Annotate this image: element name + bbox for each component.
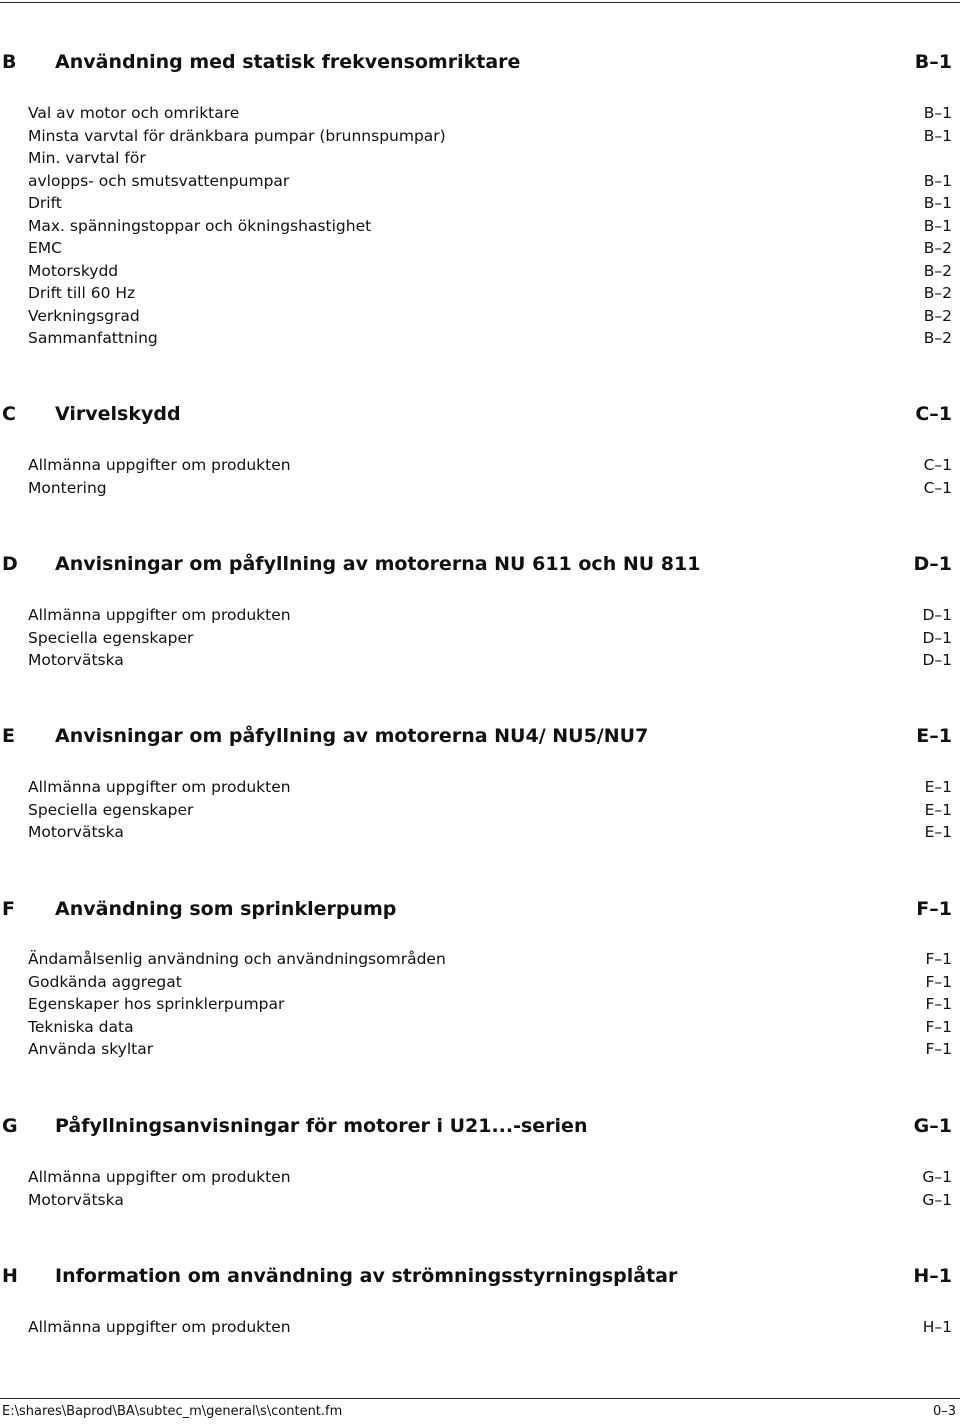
toc-entry: [0, 776, 960, 798]
toc-entry-label: Allmänna uppgifter om produkten: [28, 456, 291, 474]
toc-entry-label: Verkningsgrad: [28, 307, 140, 325]
toc-entry-label: Motorvätska: [28, 1191, 124, 1209]
toc-entry: [0, 948, 960, 970]
toc-entry: [0, 799, 960, 821]
section-letter: E: [2, 725, 15, 747]
toc-entry-label: Tekniska data: [28, 1018, 134, 1036]
toc-entry-label: avlopps- och smutsvattenpumpar: [28, 172, 290, 190]
section-letter: H: [2, 1265, 18, 1287]
toc-entry-page-number: C–1: [923, 456, 952, 474]
section-letter: D: [2, 553, 18, 575]
toc-entry-label: Val av motor och omriktare: [28, 104, 240, 122]
footer-page-number: 0–3: [932, 1404, 956, 1419]
section-page-number: H–1: [913, 1265, 952, 1287]
section-page-number: E–1: [916, 725, 952, 747]
section-title: Information om användning av strömningsstyrningsplåtar: [55, 1265, 678, 1287]
toc-entry-label: Speciella egenskaper: [28, 801, 194, 819]
section-heading: [0, 549, 960, 579]
toc-entry: [0, 821, 960, 843]
section-letter: C: [2, 403, 16, 425]
section-title: Användning som sprinklerpump: [55, 898, 397, 920]
toc-entry-label: Drift till 60 Hz: [28, 284, 136, 302]
toc-entry-label: Allmänna uppgifter om produkten: [28, 606, 291, 624]
toc-entry-page-number: H–1: [922, 1318, 952, 1336]
toc-entry-page-number: G–1: [922, 1191, 952, 1209]
toc-entry-label: Egenskaper hos sprinklerpumpar: [28, 995, 285, 1013]
toc-entry: [0, 604, 960, 626]
toc-entry-page-number: B–2: [923, 284, 952, 302]
section-letter: G: [2, 1115, 18, 1137]
toc-entry-page-number: E–1: [924, 801, 952, 819]
toc-entry: [0, 125, 960, 147]
section-title: Virvelskydd: [55, 403, 181, 425]
section-heading: [0, 399, 960, 429]
page-footer: [0, 1402, 960, 1422]
toc-entry-page-number: E–1: [924, 778, 952, 796]
toc-entry-page-number: F–1: [925, 950, 952, 968]
toc-entry-page-number: B–1: [923, 127, 952, 145]
toc-entry-page-number: B–2: [923, 307, 952, 325]
toc-entry-label: Ändamålsenlig användning och användningsområden: [28, 950, 446, 968]
top-rule: [0, 2, 960, 3]
section-title: Anvisningar om påfyllning av motorerna NU 611 och NU 811: [55, 553, 701, 575]
toc-entry-label: Minsta varvtal för dränkbara pumpar (brunnspumpar): [28, 127, 446, 145]
toc-entry-page-number: B–1: [923, 104, 952, 122]
toc-entry-page-number: B–2: [923, 262, 952, 280]
toc-entry: [0, 305, 960, 327]
toc-entry: [0, 237, 960, 259]
toc-entry-label: Allmänna uppgifter om produkten: [28, 1168, 291, 1186]
toc-entry: [0, 971, 960, 993]
section-heading: [0, 721, 960, 751]
toc-entry-label: Sammanfattning: [28, 329, 158, 347]
toc-entry-page-number: C–1: [923, 479, 952, 497]
toc-entry: [0, 1166, 960, 1188]
footer-rule: [0, 1398, 960, 1399]
toc-entry: [0, 993, 960, 1015]
toc-entry-label: Godkända aggregat: [28, 973, 182, 991]
toc-entry-page-number: D–1: [922, 629, 952, 647]
section-letter: B: [2, 51, 17, 73]
toc-entry: [0, 477, 960, 499]
toc-entry: [0, 170, 960, 192]
section-heading: [0, 1111, 960, 1141]
toc-entry-label: EMC: [28, 239, 62, 257]
toc-entry-page-number: E–1: [924, 823, 952, 841]
toc-entry-page-number: B–1: [923, 217, 952, 235]
toc-entry-page-number: B–1: [923, 194, 952, 212]
toc-entry-page-number: F–1: [925, 1018, 952, 1036]
section-heading: [0, 1261, 960, 1291]
toc-entry-label: Montering: [28, 479, 107, 497]
section-page-number: C–1: [915, 403, 952, 425]
toc-entry: [0, 1016, 960, 1038]
toc-entry: [0, 282, 960, 304]
toc-entry-page-number: B–2: [923, 329, 952, 347]
toc-entry-label: Motorvätska: [28, 651, 124, 669]
section-page-number: F–1: [916, 898, 952, 920]
toc-entry-page-number: F–1: [925, 995, 952, 1013]
toc-entry-label: Använda skyltar: [28, 1040, 154, 1058]
toc-entry: [0, 1189, 960, 1211]
toc-entry: [0, 215, 960, 237]
toc-entry-label: Min. varvtal för: [28, 149, 146, 167]
toc-entry-label: Drift: [28, 194, 62, 212]
toc-entry-page-number: B–2: [923, 239, 952, 257]
toc-entry-label: Allmänna uppgifter om produkten: [28, 778, 291, 796]
section-heading: [0, 47, 960, 77]
section-title: Användning med statisk frekvensomriktare: [55, 51, 521, 73]
section-page-number: D–1: [913, 553, 952, 575]
footer-file-path: E:\shares\Baprod\BA\subtec_m\general\s\content.fm: [2, 1404, 343, 1419]
toc-entry: [0, 454, 960, 476]
toc-entry-page-number: D–1: [922, 606, 952, 624]
toc-entry-page-number: F–1: [925, 1040, 952, 1058]
toc-entry-page-number: G–1: [922, 1168, 952, 1186]
toc-entry: [0, 260, 960, 282]
toc-entry: [0, 192, 960, 214]
toc-entry: [0, 627, 960, 649]
toc-entry-label: Allmänna uppgifter om produkten: [28, 1318, 291, 1336]
toc-entry: [0, 1316, 960, 1338]
section-page-number: G–1: [913, 1115, 952, 1137]
toc-entry-page-number: B–1: [923, 172, 952, 190]
toc-entry-label: Speciella egenskaper: [28, 629, 194, 647]
toc-entry: [0, 147, 960, 169]
toc-entry-label: Motorvätska: [28, 823, 124, 841]
section-page-number: B–1: [914, 51, 952, 73]
toc-entry-label: Max. spänningstoppar och ökningshastighet: [28, 217, 372, 235]
section-title: Anvisningar om påfyllning av motorerna NU4/ NU5/NU7: [55, 725, 649, 747]
toc-entry: [0, 1038, 960, 1060]
toc-entry-label: Motorskydd: [28, 262, 119, 280]
toc-entry: [0, 102, 960, 124]
section-title: Påfyllningsanvisningar för motorer i U21...-serien: [55, 1115, 588, 1137]
toc-entry: [0, 649, 960, 671]
toc-entry: [0, 327, 960, 349]
section-heading: [0, 894, 960, 924]
toc-entry-page-number: D–1: [922, 651, 952, 669]
toc-entry-page-number: F–1: [925, 973, 952, 991]
section-letter: F: [2, 898, 15, 920]
